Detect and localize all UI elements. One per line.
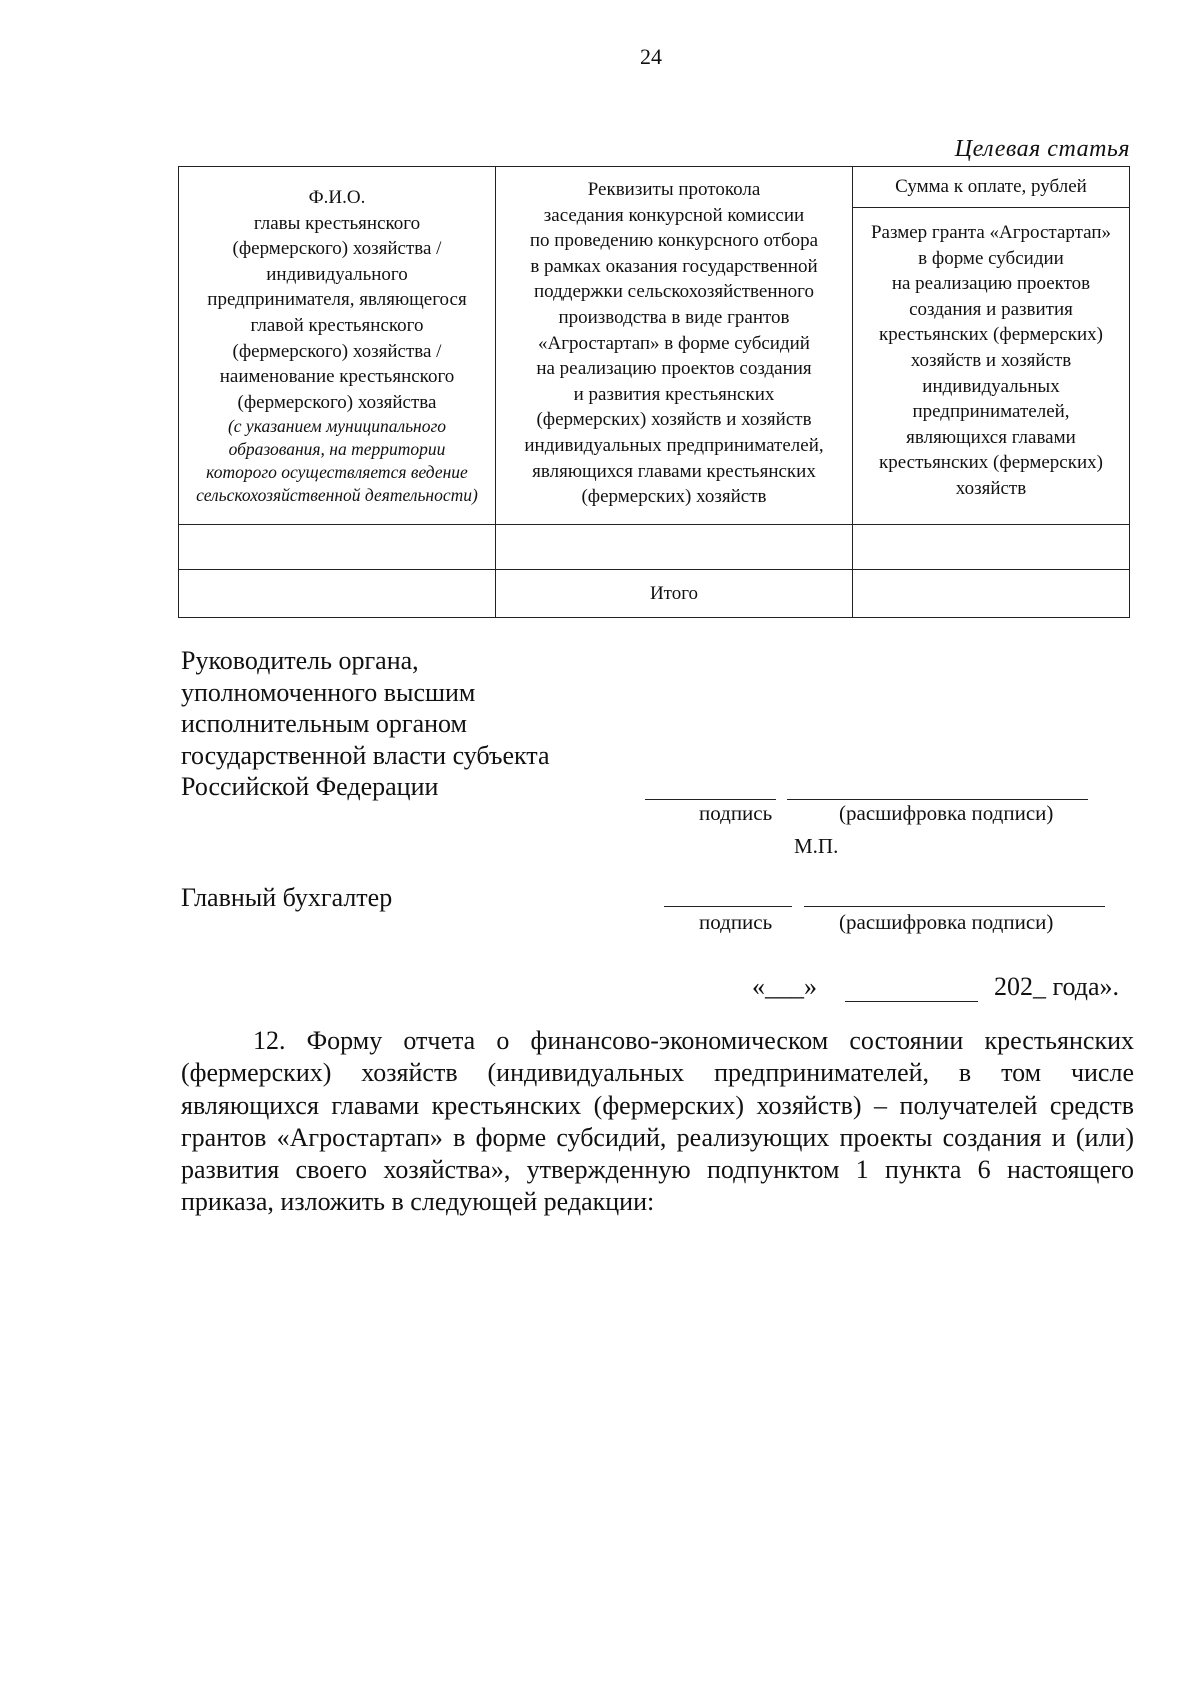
header-line: хозяйств: [955, 477, 1027, 499]
date-day: «___»: [752, 972, 817, 1001]
payment-table: [178, 166, 1130, 618]
header-line: и развития крестьянских: [573, 383, 775, 405]
header-line: по проведению конкурсного отбора: [529, 230, 819, 252]
header-line: хозяйств и хозяйств: [910, 349, 1072, 371]
table-header-row: [179, 167, 1130, 525]
table-row: [179, 525, 1130, 570]
head-signature-label: подпись: [699, 801, 773, 825]
header-note: которого осуществляется ведение: [206, 462, 468, 483]
header-line: создания и развития: [909, 298, 1073, 320]
head-title-line: уполномоченного высшим: [181, 677, 476, 707]
header-line: предпринимателей,: [912, 401, 1070, 423]
table-total-row: [179, 570, 1130, 618]
header-line: заседания конкурсной комиссии: [543, 204, 805, 226]
header-line: производства в виде грантов: [558, 306, 790, 328]
accountant-title: Главный бухгалтер: [181, 883, 393, 912]
table-cell: [496, 525, 853, 570]
page-number: 24: [640, 44, 662, 69]
header-note: образования, на территории: [228, 439, 446, 460]
header-fio: [179, 167, 496, 525]
header-line: (фермерских) хозяйств и хозяйств: [536, 409, 812, 431]
header-line: являющихся главами крестьянских: [532, 460, 816, 482]
header-line: в рамках оказания государственной: [530, 255, 818, 277]
header-sum: [853, 167, 1130, 525]
header-line: (фермерского) хозяйства: [237, 391, 437, 413]
header-line: Ф.И.О.: [308, 187, 366, 208]
accountant-decoding-line: [804, 906, 1105, 907]
head-title: [181, 645, 550, 803]
head-title-line: государственной власти субъекта: [181, 740, 550, 770]
table-cell: [853, 525, 1130, 570]
accountant-signature-line: [664, 906, 792, 907]
accountant-signature-label: подпись: [699, 910, 773, 934]
header-protocol: [496, 167, 853, 525]
head-decoding-line: [787, 799, 1088, 800]
header-line: главы крестьянского: [253, 212, 421, 234]
head-title-line: исполнительным органом: [181, 709, 467, 739]
header-line: индивидуальных предпринимателей,: [524, 434, 824, 456]
total-value: [853, 570, 1130, 618]
header-sum-title: Сумма к оплате, рублей: [853, 167, 1129, 208]
header-line: в форме субсидии: [918, 247, 1064, 269]
head-signature-line: [645, 799, 776, 800]
table-cell: [179, 570, 496, 618]
table-cell: [179, 525, 496, 570]
header-line: являющихся главами: [906, 426, 1076, 448]
header-line: крестьянских (фермерских): [879, 324, 1103, 346]
header-line: Размер гранта «Агростартап»: [870, 222, 1112, 243]
header-line: крестьянских (фермерских): [879, 452, 1103, 474]
header-line: предпринимателя, являющегося: [207, 289, 467, 311]
paragraph-12: 12. Форму отчета о финансово-экономическом состоянии крестьянских (фермерских) хозяйств (индивидуальных предпринимателей, в том числе являющихся главами крестьянских (фермерских) хозяйств) – получателей средств грантов «Агростартап» в форме субсидий, реализующих проекты создания и (или) развития своего хозяйства», утвержденную подпунктом 1 пункта 6 настоящего приказа, изложить в следующей редакции:: [181, 1026, 1134, 1217]
header-note: сельскохозяйственной деятельности): [196, 485, 478, 506]
date-year: 202_ года».: [994, 972, 1120, 1001]
accountant-decoding-label: (расшифровка подписи): [839, 910, 1054, 934]
head-title-line: Российской Федерации: [181, 772, 439, 802]
header-line: Реквизиты протокола: [587, 179, 761, 200]
header-line: поддержки сельскохозяйственного: [533, 281, 814, 303]
total-label: Итого: [496, 570, 853, 618]
header-line: (фермерского) хозяйства /: [232, 340, 442, 362]
header-line: (фермерских) хозяйств: [581, 486, 767, 508]
target-article-label: Целевая статья: [954, 136, 1130, 162]
header-line: главой крестьянского: [250, 314, 424, 336]
head-decoding-label: (расшифровка подписи): [839, 801, 1054, 825]
stamp-label: М.П.: [794, 834, 839, 858]
header-line: на реализацию проектов: [891, 273, 1091, 295]
header-line: (фермерского) хозяйства /: [232, 238, 442, 260]
head-title-line: Руководитель органа,: [181, 646, 419, 675]
header-note: (с указанием муниципального: [227, 416, 447, 437]
header-line: индивидуального: [266, 263, 408, 285]
header-line: индивидуальных: [922, 375, 1060, 397]
header-line: на реализацию проектов создания: [536, 358, 812, 380]
date-month-line: [845, 1001, 978, 1002]
header-line: «Агростартап» в форме субсидий: [538, 332, 810, 354]
header-line: наименование крестьянского: [219, 366, 455, 388]
